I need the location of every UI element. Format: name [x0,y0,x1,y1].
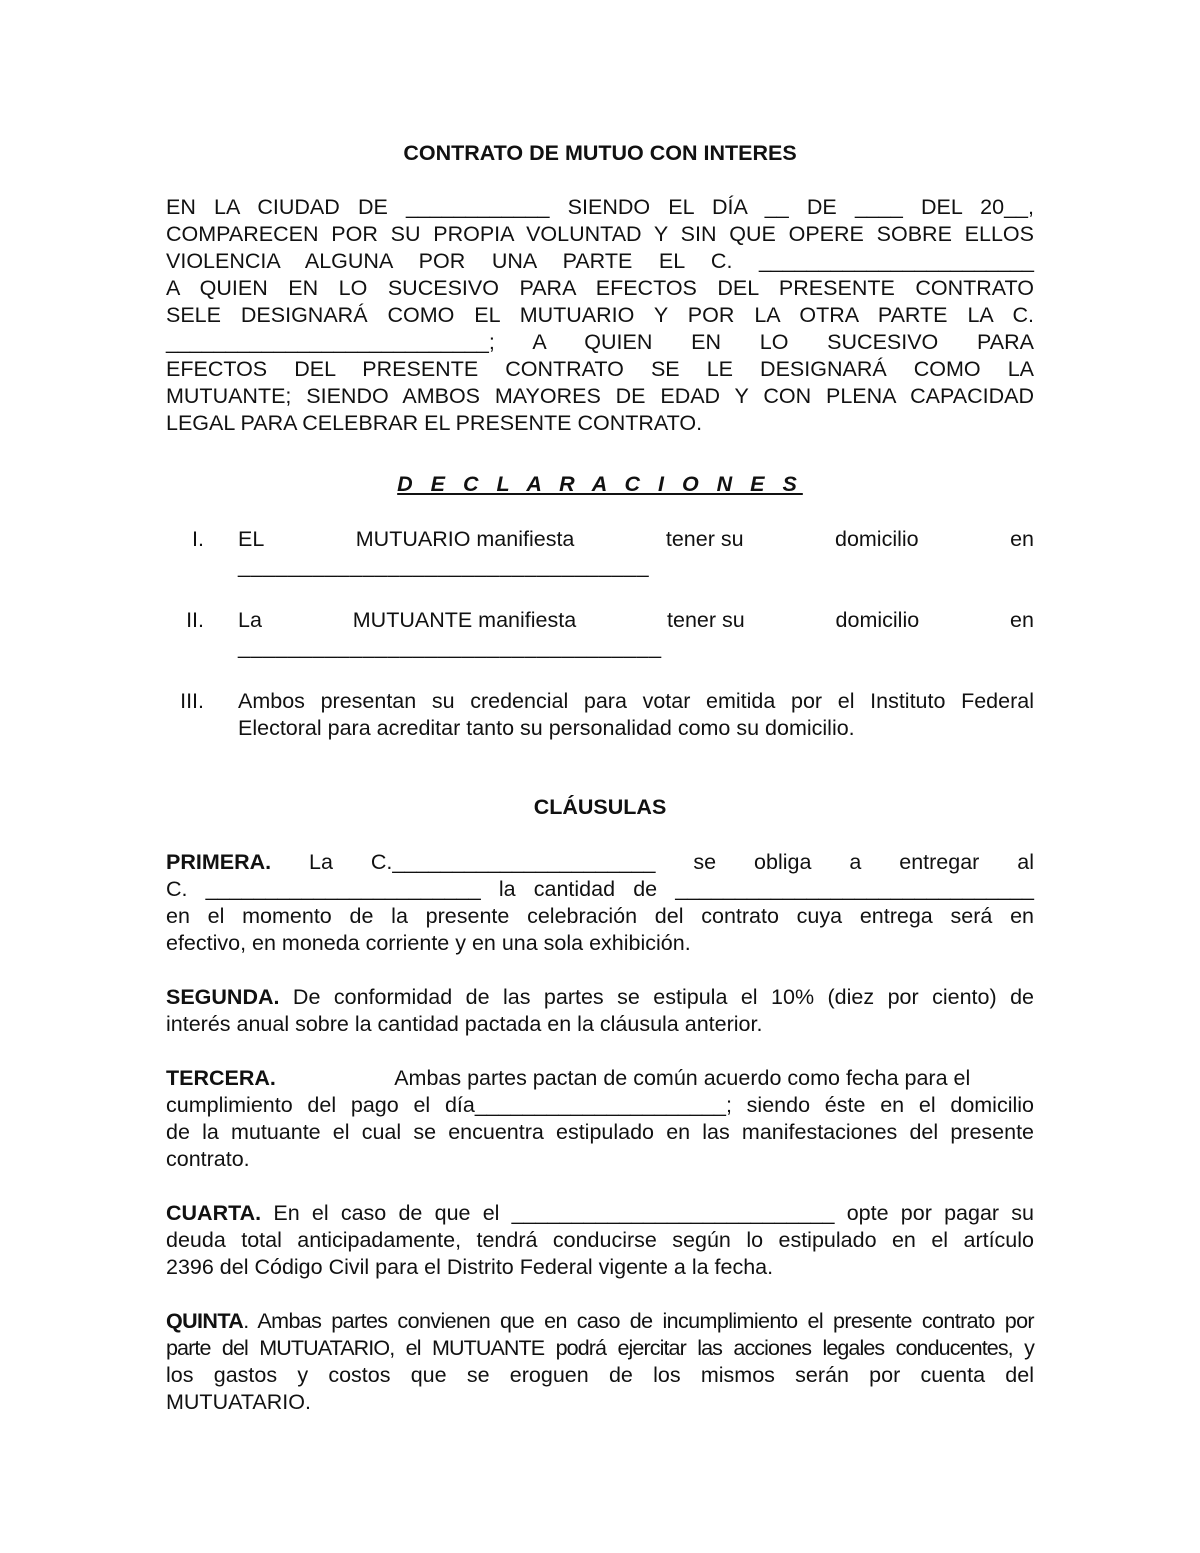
clausula-line: parte del MUTUATARIO, el MUTUANTE podrá ejercitar las acciones legales conducentes, y [166,1336,1034,1360]
clausula-text: Ambas partes pactan de común acuerdo como fecha para el [275,1066,971,1090]
document-title: CONTRATO DE MUTUO CON INTERES [403,141,797,165]
clausula-line [166,849,1034,876]
clausula-text: . Ambas partes convienen que en caso de incumplimiento el presente contrato por [243,1309,1034,1333]
intro-line: ___________________________; A QUIEN EN LO SUCESIVO PARA [166,330,1034,354]
declaracion-word: MUTUANTE manifiesta [352,608,577,632]
declaracion-word: tener su [665,527,744,551]
declaraciones-list [166,526,1034,742]
declaracion-number: II. [186,608,204,632]
clausula-line: cumplimiento del pago el día_____________________; siendo éste en el domicilio [166,1093,1034,1117]
declaracion-word: domicilio [834,527,919,551]
declaracion-text [238,688,1034,742]
clausula-line: efectivo, en moneda corriente y en una sola exhibición. [166,931,691,955]
declaracion-line: Ambos presentan su credencial para votar emitida por el Instituto Federal [238,689,1034,713]
declaracion-number: III. [180,689,204,713]
clausula-label: SEGUNDA. [166,985,280,1009]
declaracion-word: en [1010,527,1034,551]
clausula-label: QUINTA [166,1309,244,1333]
intro-line: EN LA CIUDAD DE ____________ SIENDO EL DÍA __ DE ____ DEL 20__, [166,195,1034,219]
clausula-text: De conformidad de las partes se estipula el 10% (diez por ciento) de [279,985,1034,1009]
intro-line: COMPARECEN POR SU PROPIA VOLUNTAD Y SIN QUE OPERE SOBRE ELLOS [166,222,1034,246]
declaracion-word: domicilio [835,608,920,632]
declaracion-blank-line: __________________________________ [238,635,662,659]
declaracion-item [166,688,1034,742]
clausula-primera [166,849,1034,957]
declaracion-word: tener su [667,608,745,632]
clausula-line: deuda total anticipadamente, tendrá conducirse según lo estipulado en el artículo [166,1228,1034,1252]
intro-line: SELE DESIGNARÁ COMO EL MUTUARIO Y POR LA OTRA PARTE LA C. [166,303,1034,327]
clausula-cuarta [166,1200,1034,1281]
clausula-quinta [166,1308,1034,1416]
declaracion-word: La [238,608,262,632]
declaracion-line: Electoral para acreditar tanto su personalidad como su domicilio. [238,716,855,740]
clausula-text: En el caso de que el ___________________________ opte por pagar su [261,1201,1034,1225]
declaracion-number: I. [192,527,204,551]
clausula-line [166,1308,1034,1335]
declaracion-text [238,607,1034,634]
clausula-line: MUTUATARIO. [166,1390,311,1414]
clausula-line [166,984,1034,1011]
declaracion-word: EL [238,527,265,551]
clausula-line: los gastos y costos que se eroguen de los mismos serán por cuenta del [166,1363,1034,1387]
intro-line: VIOLENCIA ALGUNA POR UNA PARTE EL C. _______________________ [166,249,1034,273]
clausula-line: de la mutuante el cual se encuentra estipulado en las manifestaciones del presente [166,1120,1034,1144]
declaracion-word: MUTUARIO manifiesta [355,527,575,551]
declaracion-item [166,526,1034,580]
intro-line: EFECTOS DEL PRESENTE CONTRATO SE LE DESIGNARÁ COMO LA [166,357,1034,381]
clausula-line [166,1200,1034,1227]
clausula-line [166,1065,1034,1092]
clausula-tercera [166,1065,1034,1173]
clausula-line: C. _______________________ la cantidad de ______________________________ [166,877,1034,901]
declaraciones-heading: D E C L A R A C I O N E S [397,472,803,496]
clausula-label: PRIMERA. [166,850,272,874]
clausula-line: 2396 del Código Civil para el Distrito Federal vigente a la fecha. [166,1255,774,1279]
clausula-text: La C.______________________ se obliga a entregar al [271,850,1034,874]
clausula-segunda [166,984,1034,1038]
clausula-line: contrato. [166,1147,250,1171]
intro-line: A QUIEN EN LO SUCESIVO PARA EFECTOS DEL PRESENTE CONTRATO [166,276,1034,300]
declaracion-text [238,526,1034,553]
intro-line: MUTUANTE; SIENDO AMBOS MAYORES DE EDAD Y CON PLENA CAPACIDAD [166,384,1034,408]
declaracion-word: en [1010,608,1034,632]
declaracion-item [166,607,1034,661]
clausula-label: TERCERA. [166,1066,276,1090]
clausulas-heading: CLÁUSULAS [533,795,667,819]
intro-line: LEGAL PARA CELEBRAR EL PRESENTE CONTRATO. [166,411,703,435]
clausula-line: interés anual sobre la cantidad pactada en la cláusula anterior. [166,1012,763,1036]
intro-paragraph [166,194,1034,437]
clausula-line: en el momento de la presente celebración del contrato cuya entrega será en [166,904,1034,928]
clausula-label: CUARTA. [166,1201,262,1225]
document-body [166,140,1034,1443]
declaracion-blank-line: _________________________________ [238,554,650,578]
